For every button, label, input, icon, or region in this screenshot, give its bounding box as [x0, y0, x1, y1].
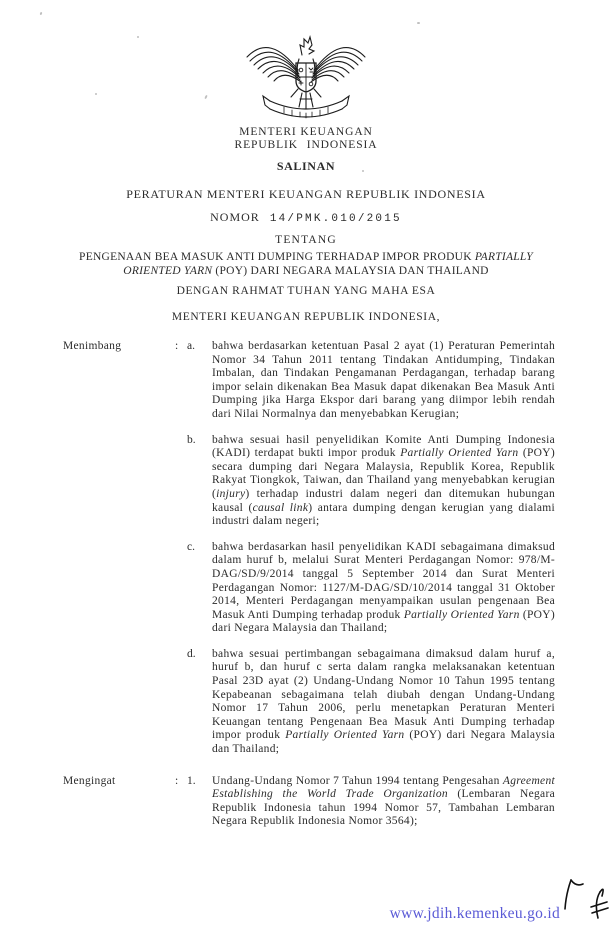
- jdih-website-link[interactable]: www.jdih.kemenkeu.go.id: [389, 905, 560, 922]
- letterhead-ministry: MENTERI KEUANGAN: [239, 126, 373, 138]
- item-marker: 1.: [187, 774, 196, 787]
- item-marker: c.: [187, 540, 195, 553]
- section-colon: :: [175, 340, 179, 352]
- item-marker: a.: [187, 340, 195, 352]
- item-text: bahwa berdasarkan hasil penyelidikan KADI sebagaimana dimaksud dalam huruf b, melalui Surat Menteri Perdagangan Nomor: 978/M-DAG/SD/9/2014 tanggal 5 September 2014 dan Surat Menteri Perdagangan Nomor: 1127/M-DAG/SD/10/2014 tanggal 31 Oktober 2014, Menteri Perdagangan menyampaikan usulan pengenaan Bea Masuk Anti Dumping terhadap produk Partially Oriented Yarn (POY) dari Negara Malaysia dan Thailand;: [212, 540, 556, 635]
- consideration-item: [187, 340, 555, 422]
- section-menimbang: [0, 340, 612, 757]
- item-text: bahwa berdasarkan ketentuan Pasal 2 ayat (1) Peraturan Pemerintah Nomor 34 Tahun 2011 tentang Tindakan Antidumping, Tindakan Imbalan, dan Tindakan Pengamanan Perdagangan, terhadap barang impor selain dikenakan Bea Masuk dapat dikenakan Bea Masuk Anti Dumping jika Harga Ekspor dari barang yang diimpor lebih rendah dari Nilai Normalnya dan menyebabkan Kerugian;: [212, 340, 555, 420]
- item-text: bahwa sesuai pertimbangan sebagaimana dimaksud dalam huruf a, huruf b, dan huruf c serta dalam rangka melaksanakan ketentuan Pasal 23D ayat (2) Undang-Undang Nomor 10 Tahun 1995 tentang Kepabeanan sebagaimana telah diubah dengan Undang-Undang Nomor 17 Tahun 2006, perlu menetapkan Peraturan Menteri Keuangan tentang Pengenaan Bea Masuk Anti Dumping terhadap impor produk Partially Oriented Yarn (POY) dari Negara Malaysia dan Thailand;: [212, 647, 555, 756]
- copy-stamp: SALINAN: [276, 159, 336, 173]
- scan-artifact: [95, 93, 97, 95]
- legal-basis-item: [187, 775, 555, 829]
- consideration-item: [187, 541, 555, 636]
- invocation-line: DENGAN RAHMAT TUHAN YANG MAHA ESA: [176, 285, 436, 297]
- consideration-item: [187, 648, 555, 757]
- item-marker: b.: [187, 433, 196, 446]
- garuda-pancasila-emblem-icon: [244, 33, 368, 119]
- letterhead-republic: REPUBLIK INDONESIA: [234, 139, 378, 151]
- scan-artifact: [137, 36, 139, 38]
- issuer-line: MENTERI KEUANGAN REPUBLIK INDONESIA,: [171, 311, 441, 323]
- item-text: bahwa sesuai hasil penyelidikan Komite Anti Dumping Indonesia (KADI) terdapat bukti impor produk Partially Oriented Yarn (POY) secara dumping dari Negara Malaysia, Republik Korea, Republik Rakyat Tiongkok, Taiwan, dan Thailand yang menyebabkan kerugian (injury) terhadap industri dalam negeri dan ditemukan hubungan kausal (causal link) antara dumping dengan kerugian yang dialami industri dalam negeri;: [212, 433, 556, 528]
- consideration-list: [187, 340, 555, 757]
- regulation-body: [0, 340, 612, 829]
- about-label: TENTANG: [275, 234, 337, 246]
- consideration-item: [187, 434, 555, 529]
- item-text: Undang-Undang Nomor 7 Tahun 1994 tentang Pengesahan Agreement Establishing the World Trade Organization (Lembaran Negara Republik Indonesia tahun 1994 Nomor 57, Tambahan Lembaran Negara Republik Indonesia Nomor 3564);: [212, 774, 555, 828]
- number-value: 14/PMK.010/2015: [269, 213, 402, 225]
- regulation-subject: PENGENAAN BEA MASUK ANTI DUMPING TERHADAP IMPOR PRODUK PARTIALLY ORIENTED YARN (POY) DARI NEGARA MALAYSIA DAN THAILAND: [79, 251, 533, 277]
- handwritten-initials-icon: [558, 876, 610, 928]
- regulation-title-line: PERATURAN MENTERI KEUANGAN REPUBLIK INDONESIA: [126, 187, 486, 201]
- legal-basis-list: [187, 775, 555, 829]
- section-colon: :: [175, 774, 179, 787]
- item-marker: d.: [187, 647, 196, 660]
- scan-artifact: [417, 22, 420, 24]
- section-label: Menimbang: [63, 340, 122, 352]
- section-mengingat: [0, 775, 612, 829]
- letterhead: [0, 0, 612, 151]
- regulation-number-line: [0, 210, 612, 225]
- number-label: NOMOR: [210, 210, 260, 224]
- scan-artifact: [362, 170, 364, 172]
- section-label: Mengingat: [63, 774, 116, 787]
